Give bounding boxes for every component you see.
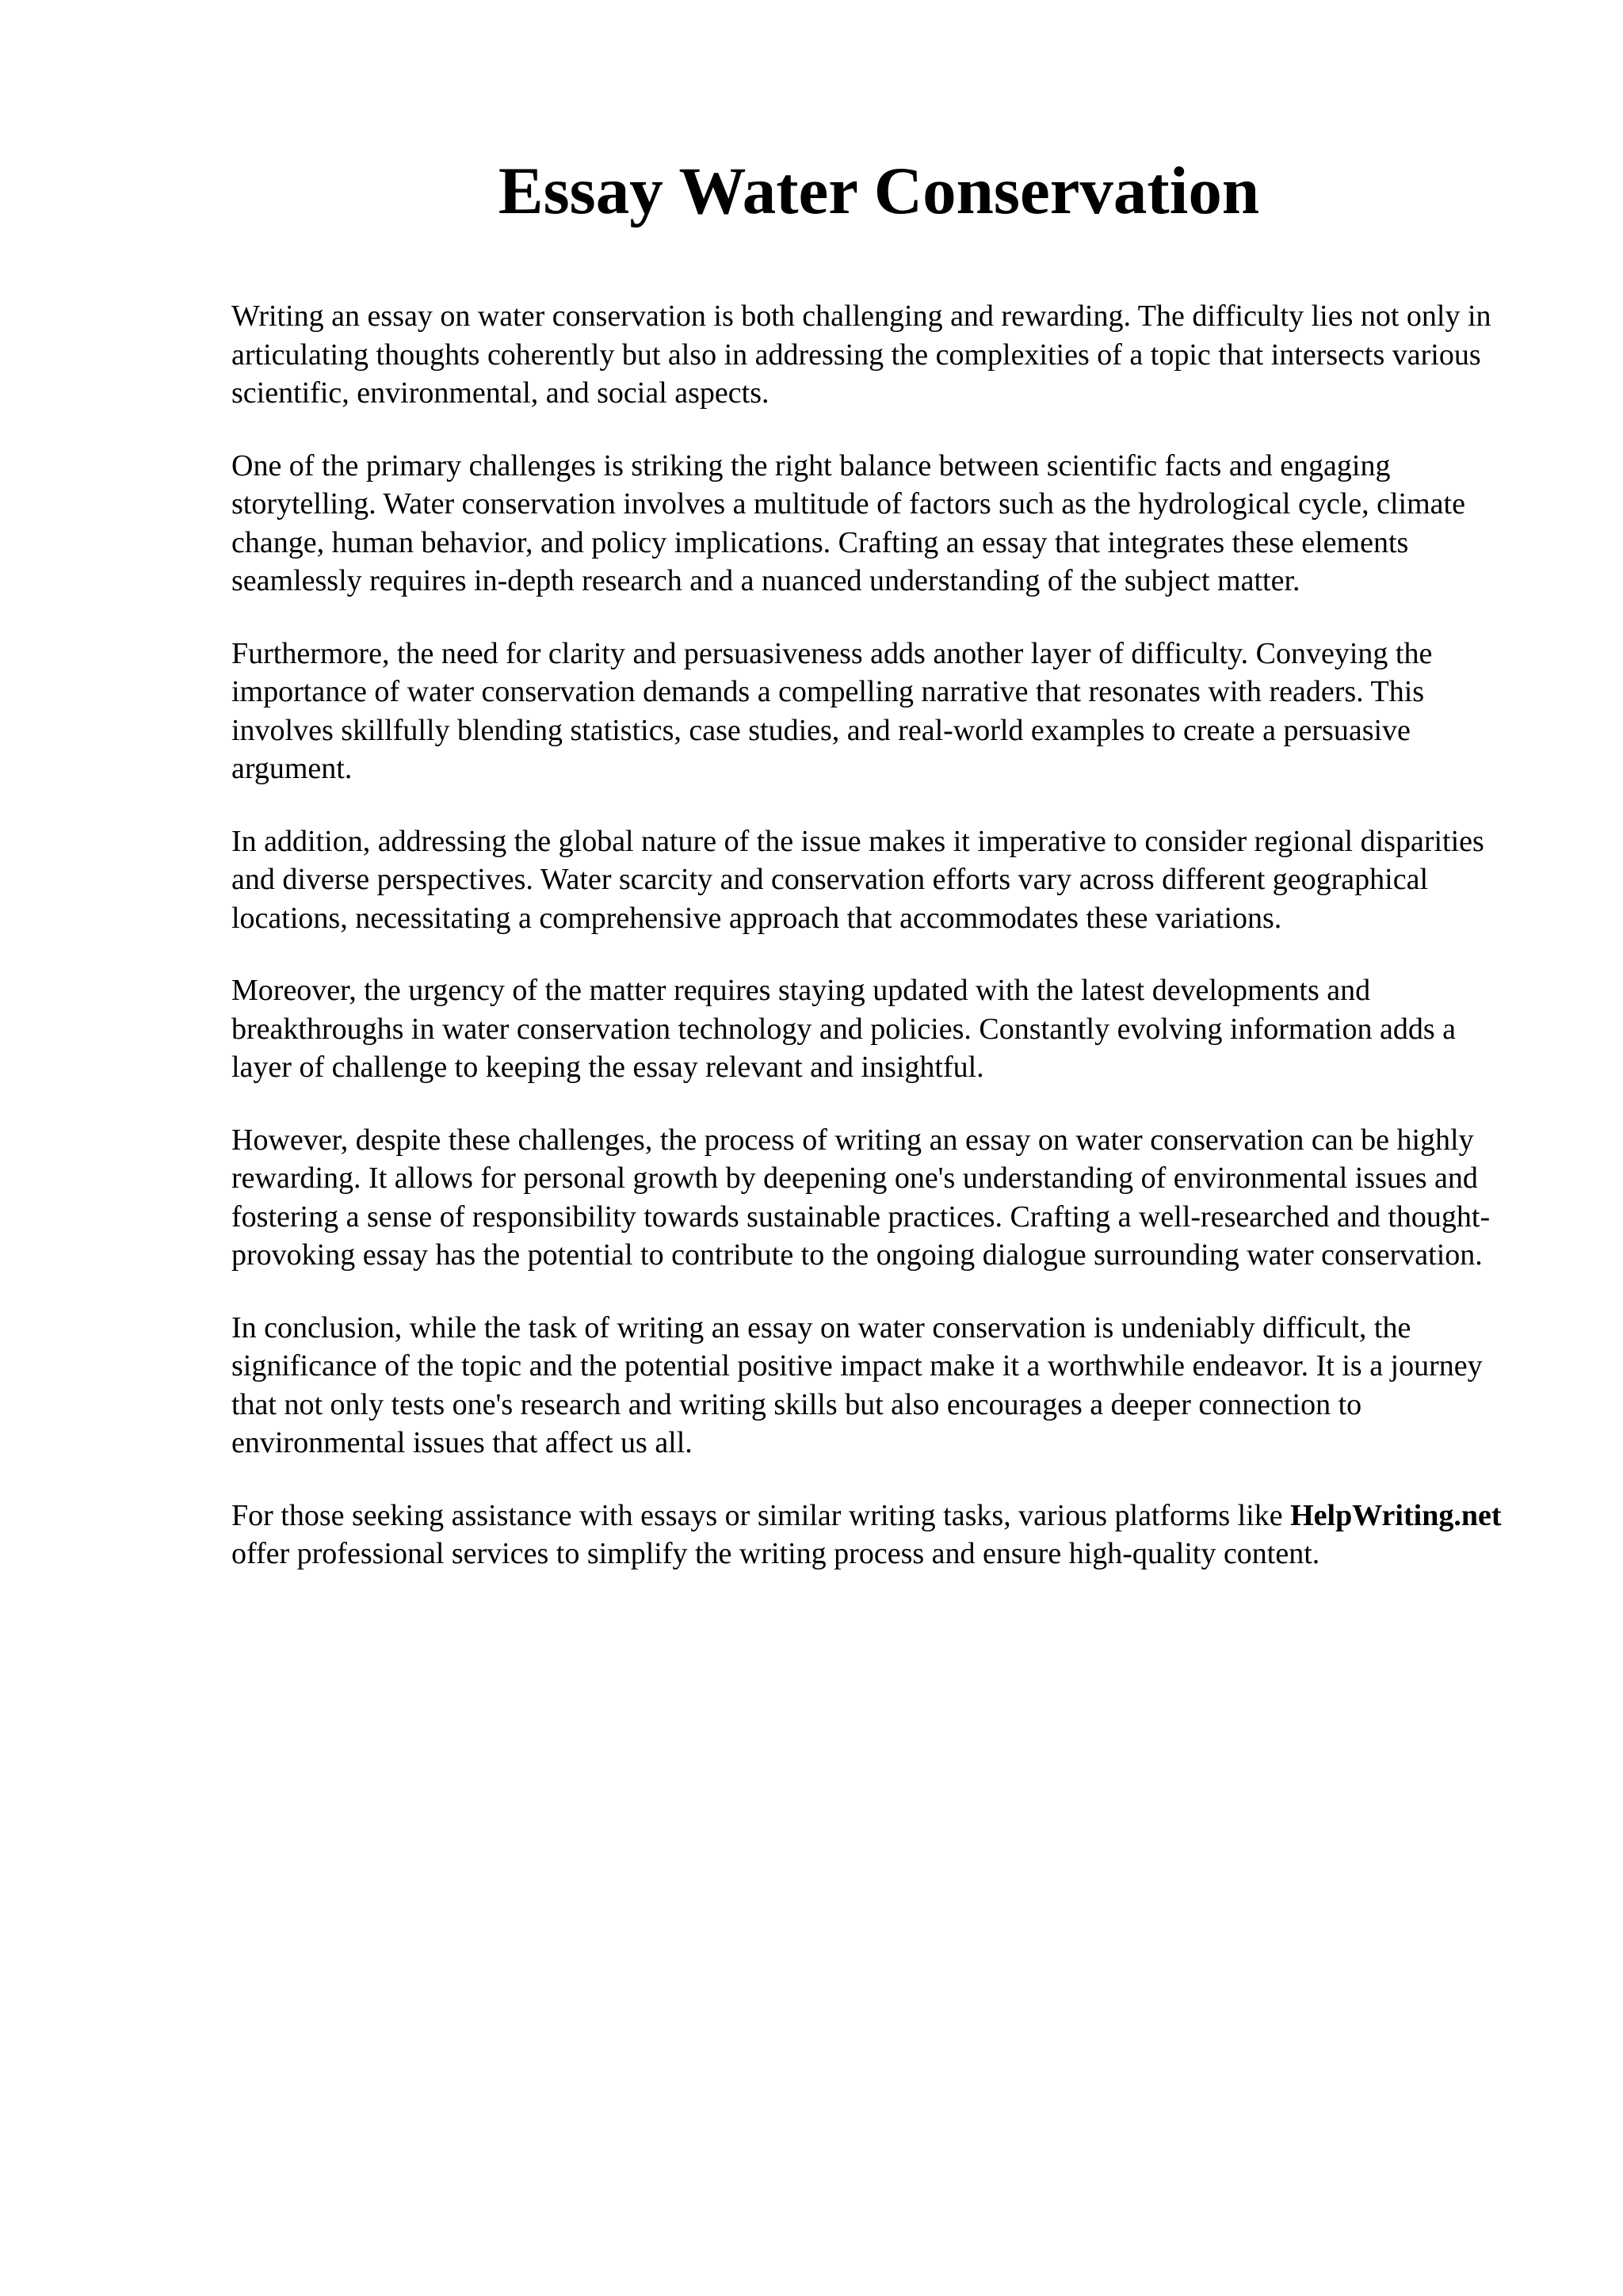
- paragraph-2: One of the primary challenges is striking the right balance between scientific facts and engaging storytelling. Water conservation involves a multitude of factors such as the hydrological cycle, climate change, human behavior, and policy implications. Crafting an essay that integrates these elements seamlessly requires in-depth research and a nuanced understanding of the subject matter.: [231, 448, 1465, 597]
- page-title: Essay Water Conservation: [498, 154, 1260, 228]
- paragraph-6: However, despite these challenges, the process of writing an essay on water conservation can be highly rewarding. It allows for personal growth by deepening one's understanding of environmental issues and fostering a sense of responsibility towards sustainable practices. Crafting a well-researched and thought-provoking essay has the potential to contribute to the ongoing dialogue surrounding water conservation.: [231, 1123, 1491, 1272]
- paragraph-5: Moreover, the urgency of the matter requires staying updated with the latest developments and breakthroughs in water conservation technology and policies. Constantly evolving information adds a layer of challenge to keeping the essay relevant and insightful.: [231, 974, 1456, 1084]
- paragraph-7: In conclusion, while the task of writing an essay on water conservation is undeniably difficult, the significance of the topic and the potential positive impact make it a worthwhile endeavor. It is a journey that not only tests one's research and writing skills but also encourages a deeper connection to environmental issues that affect us all.: [231, 1310, 1483, 1459]
- closing-paragraph: [231, 1497, 1515, 1573]
- paragraph-3: Furthermore, the need for clarity and persuasiveness adds another layer of difficulty. Conveying the importance of water conservation demands a compelling narrative that resonates with readers. This involves skillfully blending statistics, case studies, and real-world examples to create a persuasive argument.: [231, 636, 1433, 785]
- closing-lead-text: For those seeking assistance with essays or similar writing tasks, various platforms like: [231, 1498, 1291, 1532]
- helpwriting-link[interactable]: HelpWriting.net: [1290, 1498, 1502, 1532]
- paragraph-1: Writing an essay on water conservation is both challenging and rewarding. The difficulty lies not only in articulating thoughts coherently but also in addressing the complexities of a topic that intersects various scientific, environmental, and social aspects.: [231, 299, 1491, 410]
- paragraph-4: In addition, addressing the global nature of the issue makes it imperative to consider regional disparities and diverse perspectives. Water scarcity and conservation efforts vary across different geographical locations, necessitating a comprehensive approach that accommodates these variations.: [231, 824, 1484, 935]
- essay-body: [231, 297, 1515, 1608]
- closing-tail-text: offer professional services to simplify the writing process and ensure high-quality content.: [231, 1537, 1320, 1570]
